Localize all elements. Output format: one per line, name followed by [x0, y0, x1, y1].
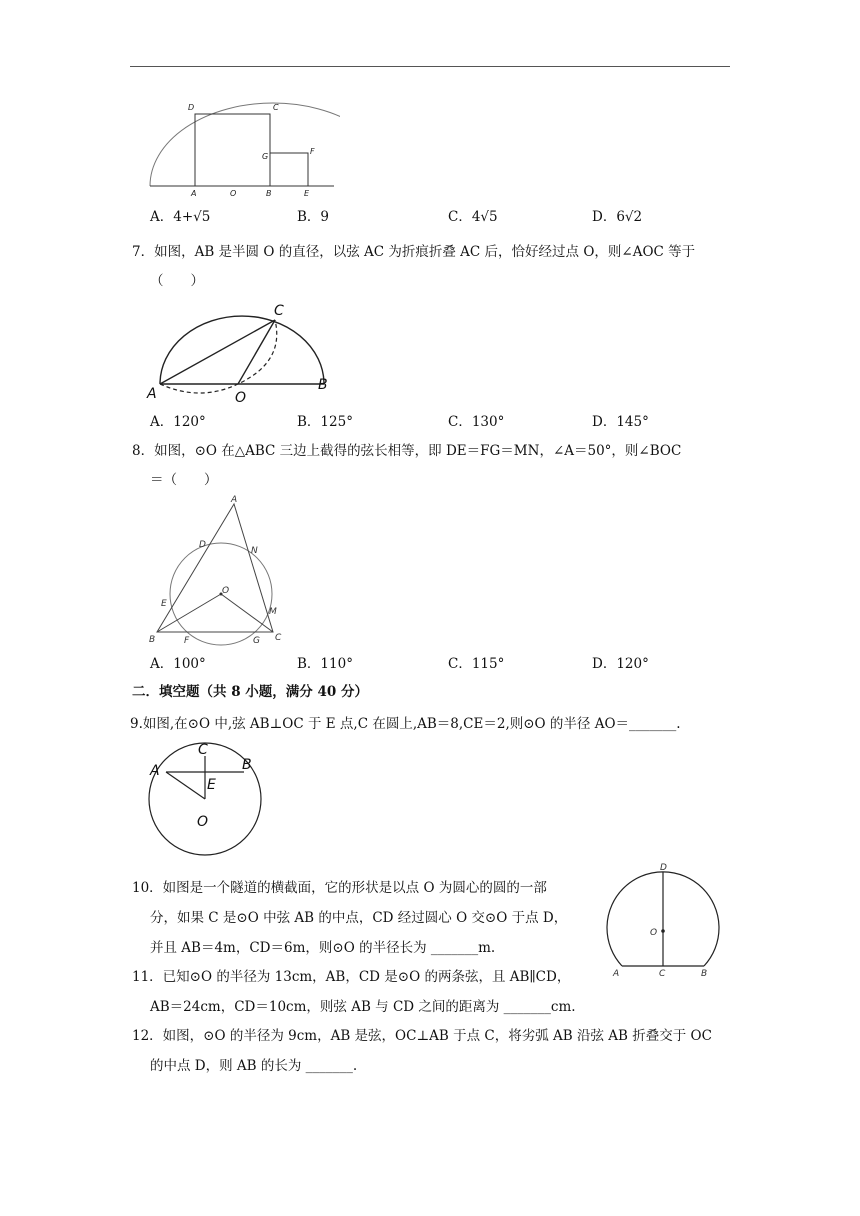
q9-label-e: E — [207, 777, 216, 793]
q8-label-g: G — [253, 636, 260, 646]
q10-stem-line2: 分，如果 C 是⊙O 中弦 AB 的中点，CD 经过圆心 O 交⊙O 于点 D， — [150, 910, 568, 926]
q6-label-a: A — [191, 189, 197, 198]
q8-stem-line1: 8．如图，⊙O 在△ABC 三边上截得的弦长相等，即 DE＝FG＝MN，∠A＝50°，则∠BOC — [132, 443, 682, 459]
q8-option-b: B．110° — [297, 656, 353, 672]
q9-label-c: C — [198, 742, 208, 758]
q8-label-m: M — [269, 607, 277, 617]
q6-label-o: O — [230, 189, 237, 198]
q8-figure — [140, 494, 300, 650]
q7-label-o: O — [235, 390, 247, 406]
q8-label-c: C — [275, 633, 282, 643]
q6-label-g: G — [262, 152, 269, 161]
q6-label-c: C — [273, 103, 279, 112]
q9-label-o: O — [197, 814, 209, 830]
q9-label-a: A — [150, 763, 160, 779]
q8-stem-line2: ＝（ ） — [150, 472, 218, 488]
header-rule — [130, 66, 730, 67]
q7-label-a: A — [147, 386, 157, 402]
q9-stem: 9.如图,在⊙O 中,弦 AB⊥OC 于 E 点,C 在圆上,AB＝8,CE＝2,则⊙O 的半径 AO＝_______. — [130, 716, 681, 732]
q8-option-a: A．100° — [150, 656, 206, 672]
q10-label-o: O — [650, 928, 658, 938]
q10-stem-line1: 10．如图是一个隧道的横截面，它的形状是以点 O 为圆心的圆的一部 — [132, 880, 547, 896]
q7-figure — [145, 298, 345, 408]
q7-option-b: B．125° — [297, 414, 353, 430]
q7-option-c: C．130° — [448, 414, 505, 430]
q10-label-b: B — [701, 969, 708, 979]
q10-figure — [605, 858, 730, 983]
q7-label-c: C — [274, 303, 284, 319]
q8-label-e: E — [161, 599, 167, 609]
q8-label-f: F — [184, 636, 190, 646]
q6-label-e: E — [304, 189, 310, 198]
q10-label-a: A — [613, 969, 620, 979]
section-title-fill-blank: 二．填空题（共 8 小题，满分 40 分） — [132, 684, 368, 700]
q7-option-a: A．120° — [150, 414, 206, 430]
q10-label-d: D — [660, 863, 667, 873]
q6-label-d: D — [188, 103, 195, 112]
q12-stem-line1: 12．如图，⊙O 的半径为 9cm，AB 是弦，OC⊥AB 于点 C，将劣弧 AB 沿弦 AB 折叠交于 OC — [132, 1028, 712, 1044]
q6-figure — [140, 98, 340, 198]
q8-label-n: N — [251, 546, 258, 556]
q7-stem-line1: 7．如图，AB 是半圆 O 的直径，以弦 AC 为折痕折叠 AC 后，恰好经过点 O，则∠AOC 等于 — [132, 244, 696, 260]
q6-option-b: B．9 — [297, 209, 330, 225]
q8-label-a: A — [231, 495, 238, 505]
q9-label-b: B — [242, 757, 252, 773]
q8-option-d: D．120° — [592, 656, 649, 672]
q11-stem-line2: AB＝24cm，CD＝10cm，则弦 AB 与 CD 之间的距离为 _______cm. — [150, 999, 576, 1015]
q10-label-c: C — [659, 969, 666, 979]
q9-figure — [140, 738, 280, 868]
q8-label-d: D — [199, 540, 206, 550]
q11-stem-line1: 11．已知⊙O 的半径为 13cm，AB，CD 是⊙O 的两条弦，且 AB∥CD， — [132, 969, 571, 985]
q6-option-a: A．4+√5 — [150, 209, 211, 225]
q8-label-b: B — [149, 635, 156, 645]
q7-label-b: B — [318, 377, 328, 393]
q6-option-c: C．4√5 — [448, 209, 498, 225]
q6-label-b: B — [266, 189, 272, 198]
q6-option-d: D．6√2 — [592, 209, 643, 225]
q7-stem-line2: （ ） — [150, 273, 204, 289]
q7-option-d: D．145° — [592, 414, 649, 430]
q8-option-c: C．115° — [448, 656, 505, 672]
q10-stem-line3: 并且 AB＝4m，CD＝6m，则⊙O 的半径长为 _______m. — [150, 940, 496, 956]
q8-label-o: O — [222, 586, 230, 596]
q6-label-f: F — [310, 147, 315, 156]
q12-stem-line2: 的中点 D，则 AB 的长为 _______. — [150, 1058, 358, 1074]
